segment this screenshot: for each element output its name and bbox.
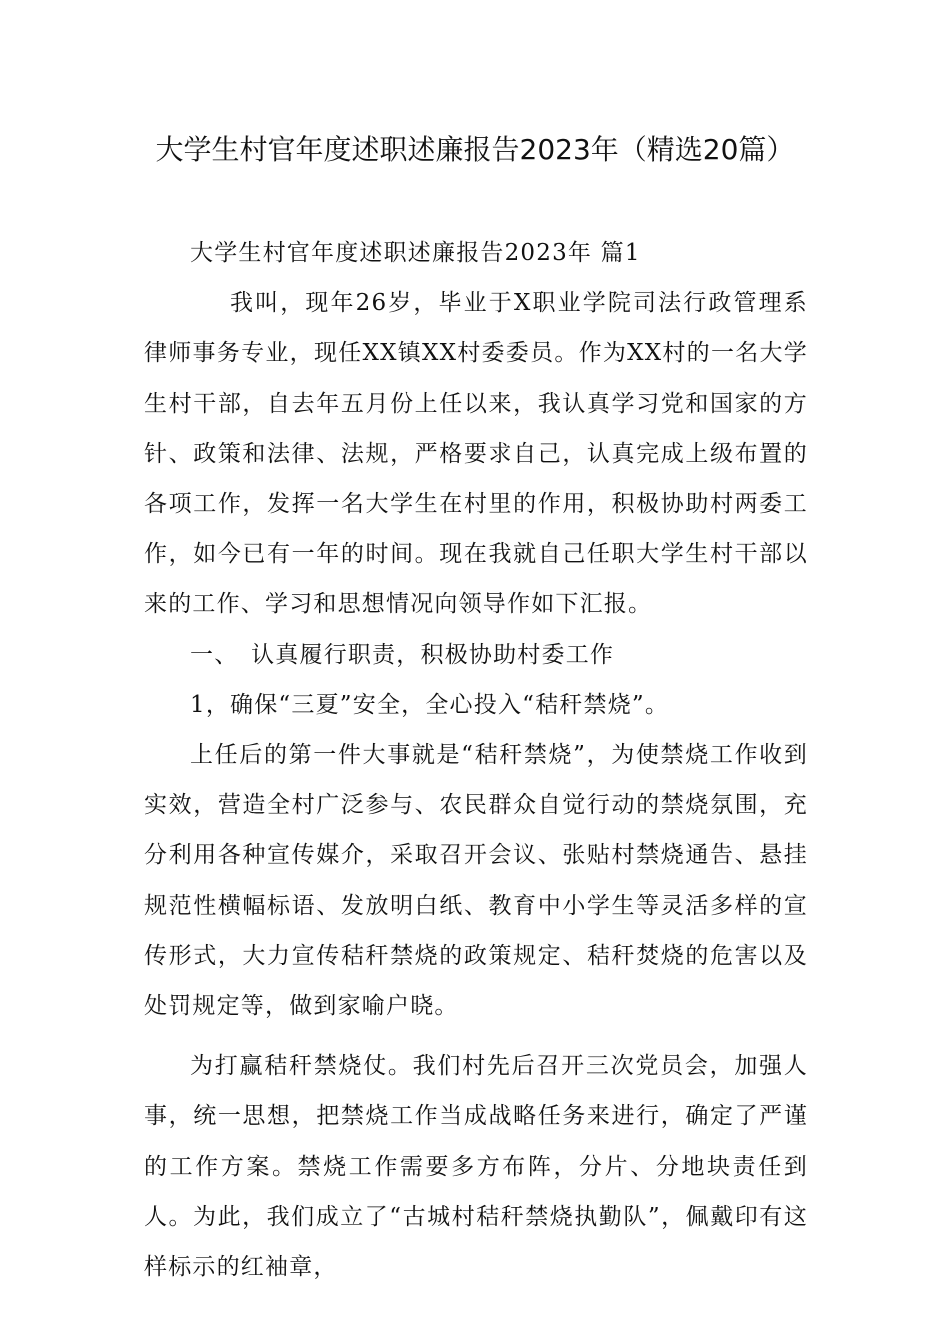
document-body (144, 228, 808, 1292)
document-title: 大学生村官年度述职述廉报告2023年（精选20篇） (155, 133, 795, 166)
subsection-heading: 一、 认真履行职责，积极协助村委工作 (190, 641, 615, 668)
paragraph: 上任后的第一件大事就是“秸秆禁烧”，为使禁烧工作收到实效，营造全村广泛参与、农民群众自觉行动的禁烧氛围，充分利用各种宣传媒介，采取召开会议、张贴村禁烧通告、悬挂规范性横幅标语、发放明白纸、教育中小学生等灵活多样的宣传形式，大力宣传秸秆禁烧的政策规定、秸秆焚烧的危害以及处罚规定等，做到家喻户晓。 (144, 742, 808, 1020)
subsection-item: 1，确保“三夏”安全，全心投入“秸秆禁烧”。 (190, 691, 670, 718)
paragraph: 我叫，现年26岁，毕业于X职业学院司法行政管理系律师事务专业，现任XX镇XX村委委员。作为XX村的一名大学生村干部，自去年五月份上任以来，我认真学习党和国家的方针、政策和法律、法规，严格要求自己，认真完成上级布置的各项工作，发挥一名大学生在村里的作用，积极协助村两委工作，如今已有一年的时间。现在我就自己任职大学生村干部以来的工作、学习和思想情况向领导作如下汇报。 (144, 290, 808, 618)
section-heading: 大学生村官年度述职述廉报告2023年 篇1 (190, 240, 641, 266)
paragraph: 为打赢秸秆禁烧仗。我们村先后召开三次党员会，加强人事，统一思想，把禁烧工作当成战略任务来进行，确定了严谨的工作方案。禁烧工作需要多方布阵，分片、分地块责任到人。为此，我们成立了“古城村秸秆禁烧执勤队”，佩戴印有这样标示的红袖章， (144, 1053, 808, 1281)
